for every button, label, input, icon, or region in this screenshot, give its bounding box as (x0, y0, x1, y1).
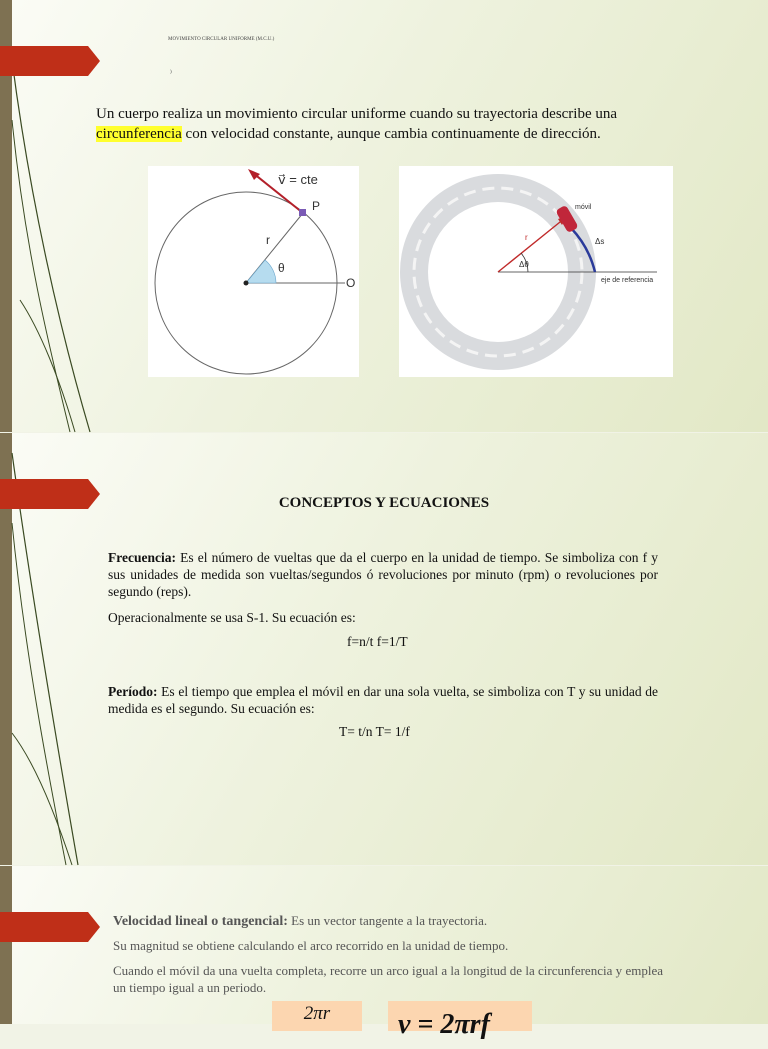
period-text: Es el tiempo que emplea el móvil en dar una sola vuelta, se simboliza con T y su unidad de medida es el segundo. Su ecuación es: (108, 684, 658, 716)
angle-wedge (246, 260, 276, 283)
section-title: CONCEPTOS Y ECUACIONES (278, 495, 490, 511)
frequency-text: Es el número de vueltas que da el cuerpo en la unidad de tiempo. Se simboliza con f y sus unidades de medida son vueltas/segundos ó revoluciones por minuto (rpm) o revoluciones por segundo (reps). (108, 550, 658, 599)
magnitude-line: Su magnitud se obtiene calculando el arco recorrido en la unidad de tiempo. (113, 938, 509, 953)
frequency-equation: f=n/t f=1/T (347, 634, 408, 649)
angle-label-2: Δθ (519, 260, 529, 269)
arc-label: Δs (595, 237, 605, 246)
formula-2: v = 2πrf (398, 1009, 490, 1040)
small-mark: ) (170, 70, 172, 75)
formula-box-2 (388, 1001, 532, 1040)
radius-label-2: r (525, 233, 528, 242)
slide-3 (0, 866, 768, 1040)
full-turn-paragraph: Cuando el móvil da una vuelta completa, recorre un arco igual a la longitud de la circunferencia y emplea un tiempo igual a un periodo. (113, 963, 663, 995)
velocity-term: Velocidad lineal o tangencial: (113, 914, 288, 929)
point-label: P (312, 199, 321, 213)
origin-label: O (346, 276, 356, 290)
frequency-term: Frecuencia: (108, 550, 176, 565)
slide-tag (0, 46, 100, 76)
intro-line-1: Un cuerpo realiza un movimiento circular uniforme cuando su trayectoria describe una (96, 106, 618, 122)
sidebar-strip (0, 866, 12, 1024)
highlighted-word: circunferencia (96, 126, 182, 142)
point-marker (299, 209, 306, 216)
vector-label: v⃗ = cte (278, 172, 318, 187)
velocity-text: Es un vector tangente a la trayectoria. (287, 913, 488, 928)
period-equation: T= t/n T= 1/f (339, 724, 410, 739)
frequency-paragraph (108, 549, 658, 600)
formula-1: 2πr (303, 1003, 331, 1024)
intro-paragraph (96, 104, 696, 144)
road-diagram (399, 166, 673, 377)
radius-label: r (266, 233, 270, 247)
period-paragraph (108, 683, 658, 717)
circle-diagram-svg (148, 166, 359, 377)
small-title: MOVIMIENTO CIRCULAR UNIFORME (M.C.U.) (168, 37, 275, 42)
intro-line-2-rest: con velocidad constante, aunque cambia continuamente de dirección. (181, 126, 601, 142)
frequency-operational: Operacionalmente se usa S-1. Su ecuación es: (108, 610, 356, 625)
slide-2 (0, 433, 768, 865)
angle-label: θ (278, 261, 285, 275)
circle-diagram (148, 166, 359, 377)
period-term: Período: (108, 684, 158, 699)
slide-1 (0, 0, 768, 432)
axis-label: eje de referencia (601, 277, 654, 284)
car-label: móvil (575, 204, 592, 211)
formula-box-1 (272, 1001, 362, 1031)
center-point (244, 281, 249, 286)
road-diagram-svg (399, 166, 673, 377)
slide-tag (0, 912, 100, 942)
velocity-paragraph (113, 912, 663, 930)
intro-line-2 (96, 124, 696, 144)
